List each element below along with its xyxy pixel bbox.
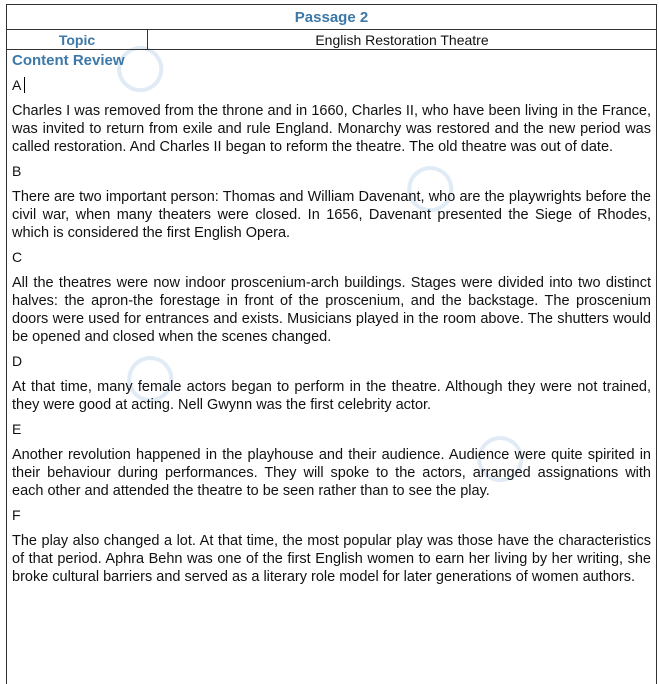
section-letter-c: C	[12, 249, 23, 265]
section-paragraph-c: All the theatres were now indoor proscenium-arch buildings. Stages were divided into two distinct halves: the apron-the forestage in front of the proscenium, and the backstage. The proscenium doors were used for entrances and exists. Musicians played in the room above. The shutters would be opened and closed when the scenes changed.	[12, 275, 651, 345]
topic-label: Topic	[7, 30, 148, 49]
passage-title-row	[7, 4, 656, 30]
document-table	[6, 4, 657, 684]
section-letter-f: F	[12, 507, 21, 523]
section-paragraph-d: At that time, many female actors began to perform in the theatre. Although they were not trained, they were good at acting. Nell Gwynn was the first celebrity actor.	[12, 379, 651, 413]
passage-title: Passage 2	[294, 8, 369, 26]
content-area[interactable]	[7, 50, 656, 586]
topic-value: English Restoration Theatre	[315, 31, 489, 48]
text-cursor	[24, 77, 25, 93]
topic-row	[7, 30, 656, 50]
section-letter-a: A	[12, 76, 651, 94]
section-paragraph-b: There are two important person: Thomas and William Davenant, who are the playwrights before the civil war, when many theaters were closed. In 1656, Davenant presented the Siege of Rhodes, which is considered the first English Opera.	[12, 189, 651, 241]
section-letter-b: B	[12, 163, 22, 179]
section-letter-e: E	[12, 421, 22, 437]
section-paragraph-e: Another revolution happened in the playhouse and their audience. Audience were quite spirited in their behaviour during performances. They will spoke to the actors, arranged assignations with each other and attended the theatre to be seen rather than to see the play.	[12, 447, 651, 499]
section-paragraph-a: Charles I was removed from the throne and in 1660, Charles II, who have been living in the France, was invited to return from exile and rule England. Monarchy was restored and the new period was called restoration. And Charles II began to reform the theatre. The old theatre was out of date.	[12, 103, 651, 155]
content-review-title: Content Review	[12, 52, 125, 69]
section-paragraph-f: The play also changed a lot. At that time, the most popular play was those have the characteristics of that period. Aphra Behn was one of the first English women to earn her living by her writing, she broke cultural barriers and served as a literary role model for later generations of women authors.	[12, 533, 651, 585]
section-letter-d: D	[12, 353, 23, 369]
